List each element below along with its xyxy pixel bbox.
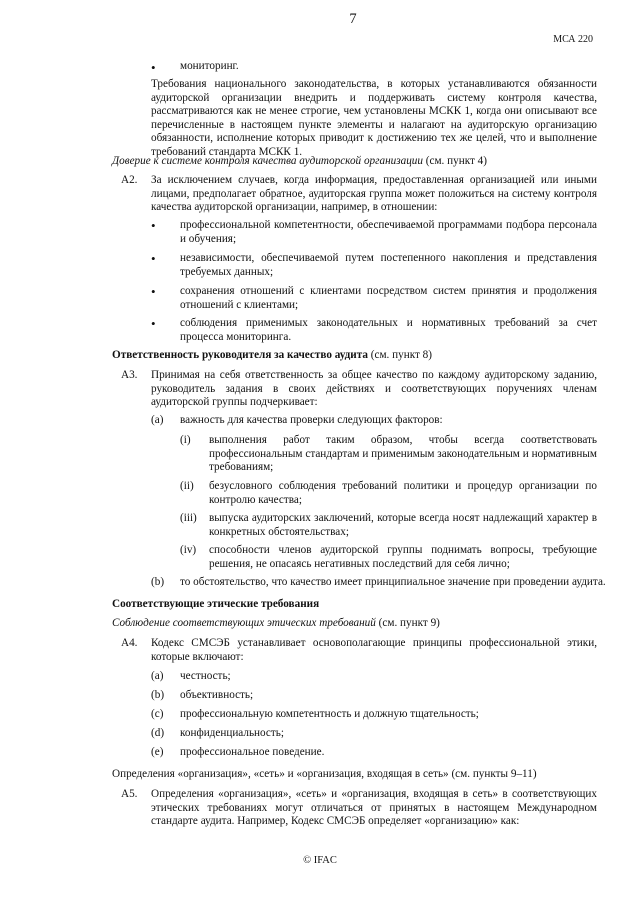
heading-reference: (см. пункт 8) bbox=[370, 349, 432, 361]
paragraph: Определения «организация», «сеть» и «организация, входящая в сеть» в соответствующих этических требованиях могут отличаться от принятых в настоящем Международном стандарте аудита. Например, Кодекс СМСЭБ определяет «организацию» как: bbox=[151, 788, 597, 828]
list-item: то обстоятельство, что качество имеет принципиальное значение при проведении аудита. bbox=[180, 576, 606, 588]
item-label: (b) bbox=[151, 576, 165, 588]
list-item: сохранения отношений с клиентами посредством систем принятия и продолжения отношений с клиентами; bbox=[180, 285, 597, 311]
heading-reference: (см. пункт 4) bbox=[425, 155, 488, 167]
list-item: независимости, обеспечиваемой путем постепенного накопления и представления требуемых данных; bbox=[180, 252, 597, 278]
bullet-marker: • bbox=[151, 60, 156, 75]
item-label: (b) bbox=[151, 689, 165, 701]
paragraph: За исключением случаев, когда информация, предоставленная организацией или иными лицами, предполагает обратное, аудиторская группа может положиться на систему контроля качества аудиторской организации, например, в отношении: bbox=[151, 174, 597, 214]
paragraph: Требования национального законодательства, в которых устанавливаются обязанности аудиторской организации внедрить и поддерживать систему контроля качества, рассматриваются как не менее строгие, чем установлены МСКК 1, когда они описывают все перечисленные в настоящем пункте элементы и налагают на аудиторскую организацию обязанности, исполнение которых приводит к достижению тех же целей, что и выполнение требований стандарта МСКК 1. bbox=[151, 78, 597, 158]
list-item: мониторинг. bbox=[180, 60, 239, 72]
bullet-marker: • bbox=[151, 251, 156, 266]
item-label: (a) bbox=[151, 670, 164, 682]
list-item: конфиденциальность; bbox=[180, 727, 284, 739]
list-item: соблюдения применимых законодательных и нормативных требований за счет процесса мониторинга. bbox=[180, 317, 597, 343]
bullet-marker: • bbox=[151, 218, 156, 233]
list-item: честность; bbox=[180, 670, 231, 682]
list-item: выпуска аудиторских заключений, которые всегда носят надлежащий характер в конкретных обстоятельствах; bbox=[209, 512, 597, 538]
page-number: 7 bbox=[349, 11, 357, 27]
paragraph-number: A3. bbox=[121, 369, 138, 381]
list-item: профессиональную компетентность и должную тщательность; bbox=[180, 708, 479, 720]
footer-copyright: © IFAC bbox=[303, 855, 337, 866]
item-label: (c) bbox=[151, 708, 164, 720]
section-heading: Соответствующие этические требования bbox=[112, 598, 320, 610]
list-item: объективность; bbox=[180, 689, 254, 701]
item-label: (a) bbox=[151, 414, 164, 426]
paragraph: Принимая на себя ответственность за общее качество по каждому аудиторскому заданию, руководитель задания в своих действиях и соответствующих поручениях членам аудиторской группы подчеркивает: bbox=[151, 369, 597, 409]
item-label: (ii) bbox=[180, 480, 194, 492]
bullet-marker: • bbox=[151, 316, 156, 331]
section-heading bbox=[112, 349, 432, 363]
paragraph-number: A2. bbox=[121, 174, 138, 186]
paragraph-number: A5. bbox=[121, 788, 138, 800]
list-item: безусловного соблюдения требований политики и процедур организации по контролю качества; bbox=[209, 480, 597, 506]
bullet-marker: • bbox=[151, 284, 156, 299]
item-label: (iii) bbox=[180, 512, 197, 524]
item-label: (i) bbox=[180, 434, 191, 446]
item-label: (e) bbox=[151, 746, 164, 758]
heading-text: Доверие к системе контроля качества аудиторской организации bbox=[112, 155, 423, 167]
item-label: (iv) bbox=[180, 544, 197, 556]
list-item: важность для качества проверки следующих факторов: bbox=[180, 414, 443, 426]
subsection-heading bbox=[112, 617, 440, 631]
paragraph-number: A4. bbox=[121, 637, 138, 649]
section-heading bbox=[112, 155, 487, 169]
document-code: МСА 220 bbox=[553, 34, 593, 45]
paragraph: Кодекс СМСЭБ устанавливает основополагающие принципы профессиональной этики, которые включают: bbox=[151, 637, 597, 663]
list-item: профессиональное поведение. bbox=[180, 746, 325, 758]
heading-reference: (см. пункт 9) bbox=[378, 617, 440, 629]
list-item: выполнения работ таким образом, чтобы всегда соответствовать профессиональным стандартам и применимым законодательным и нормативным требованиям; bbox=[209, 434, 597, 474]
item-label: (d) bbox=[151, 727, 165, 739]
heading-text: Соблюдение соответствующих этических требований bbox=[112, 617, 376, 629]
heading-text: Ответственность руководителя за качество аудита bbox=[112, 349, 368, 361]
list-item: профессиональной компетентности, обеспечиваемой программами подбора персонала и обучения; bbox=[180, 219, 597, 245]
section-heading: Определения «организация», «сеть» и «организация, входящая в сеть» (см. пункты 9–11) bbox=[112, 768, 537, 780]
list-item: способности членов аудиторской группы поднимать вопросы, требующие решения, не опасаясь негативных последствий для себя лично; bbox=[209, 544, 597, 570]
